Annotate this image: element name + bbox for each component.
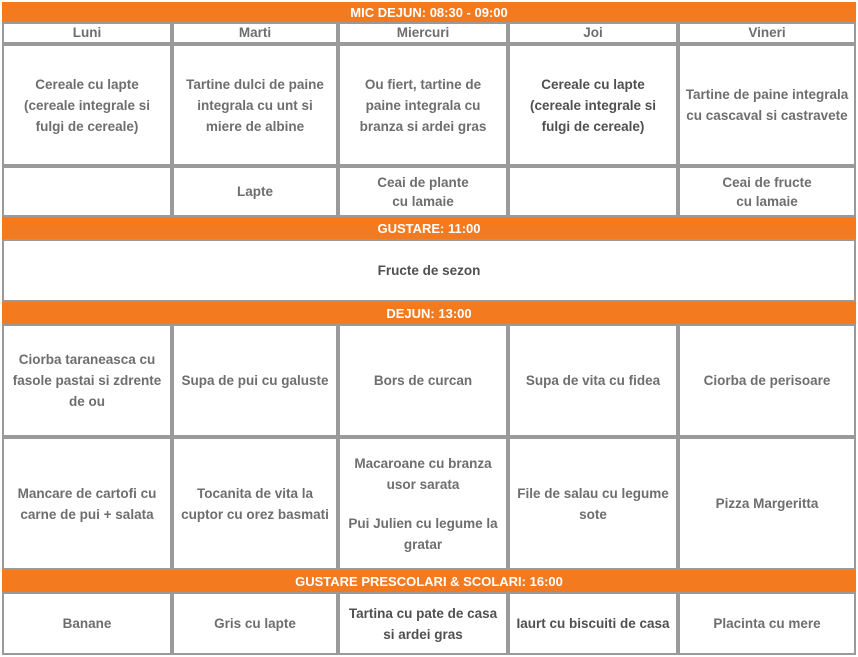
day-header-joi: Joi [508,22,678,44]
lunch-main-marti: Tocanita de vita la cuptor cu orez basmati [172,437,338,570]
breakfast-main-vineri: Tartine de paine integrala cu cascaval si castravete [678,44,856,166]
breakfast-main-miercuri: Ou fiert, tartine de paine integrala cu branza si ardei gras [338,44,508,166]
lunch-main-luni: Mancare de cartofi cu carne de pui + salata [2,437,172,570]
afternoon-luni: Banane [2,592,172,655]
afternoon-marti: Gris cu lapte [172,592,338,655]
weekly-menu-table [2,2,856,655]
lunch-main-miercuri-first: Macaroane cu branza usor sarata [354,455,492,492]
breakfast-main-joi: Cereale cu lapte (cereale integrale si fulgi de cereale) [508,44,678,166]
section-header-snack: GUSTARE: 11:00 [2,217,856,239]
section-header-lunch: DEJUN: 13:00 [2,302,856,324]
lunch-soup-luni: Ciorba taraneasca cu fasole pastai si zdrente de ou [2,324,172,437]
lunch-main-vineri: Pizza Margeritta [678,437,856,570]
breakfast-drink-marti: Lapte [172,166,338,217]
lunch-main-miercuri [338,437,508,570]
lunch-soup-miercuri: Bors de curcan [338,324,508,437]
lunch-soup-joi: Supa de vita cu fidea [508,324,678,437]
lunch-main-miercuri-second: Pui Julien cu legume la gratar [348,515,498,552]
breakfast-main-luni: Cereale cu lapte (cereale integrale si fulgi de cereale) [2,44,172,166]
afternoon-joi: Iaurt cu biscuiti de casa [508,592,678,655]
afternoon-miercuri: Tartina cu pate de casa si ardei gras [338,592,508,655]
day-header-miercuri: Miercuri [338,22,508,44]
breakfast-drink-luni [2,166,172,217]
lunch-soup-marti: Supa de pui cu galuste [172,324,338,437]
breakfast-drink-joi [508,166,678,217]
lunch-soup-vineri: Ciorba de perisoare [678,324,856,437]
breakfast-drink-vineri: Ceai de fructe cu lamaie [678,166,856,217]
day-header-luni: Luni [2,22,172,44]
breakfast-main-marti: Tartine dulci de paine integrala cu unt si miere de albine [172,44,338,166]
section-header-afternoon: GUSTARE PRESCOLARI & SCOLARI: 16:00 [2,570,856,592]
snack-item: Fructe de sezon [2,239,856,302]
day-header-marti: Marti [172,22,338,44]
day-header-vineri: Vineri [678,22,856,44]
lunch-main-joi: File de salau cu legume sote [508,437,678,570]
breakfast-drink-miercuri: Ceai de plante cu lamaie [338,166,508,217]
section-header-breakfast: MIC DEJUN: 08:30 - 09:00 [2,2,856,22]
afternoon-vineri: Placinta cu mere [678,592,856,655]
